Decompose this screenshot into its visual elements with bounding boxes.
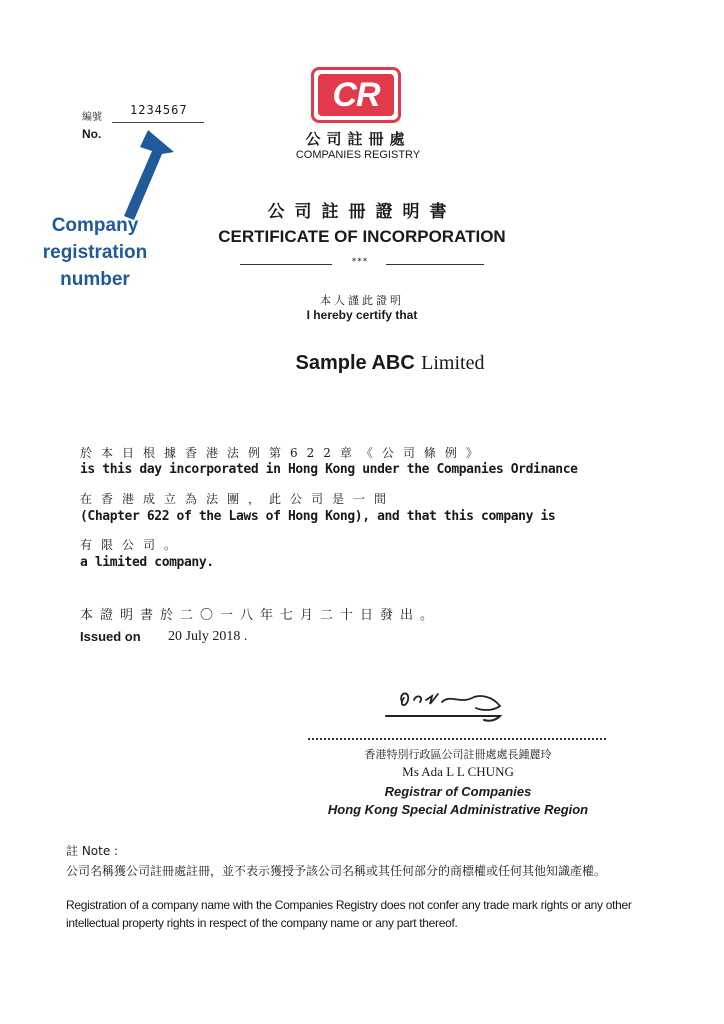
company-name — [240, 350, 540, 375]
registration-annotation — [30, 212, 160, 293]
body-line-3-en: a limited company. — [80, 555, 214, 570]
certificate-title-zh: 公司註冊證明書 — [267, 202, 457, 222]
title-divider-right — [386, 264, 484, 265]
body-line-1-en: is this day incorporated in Hong Kong under the Companies Ordinance — [80, 462, 578, 477]
body-line-2-zh: 在香港成立為法團，此公司是一間 — [80, 492, 396, 506]
title-divider-left — [240, 264, 332, 265]
body-line-1-zh: 於本日根據香港法例第622章《公司條例》 — [80, 446, 487, 460]
registration-underline — [112, 122, 204, 123]
registration-label-zh: 編號 — [82, 112, 102, 123]
registration-label-en: No. — [82, 127, 102, 141]
title-divider-stars: *** — [351, 257, 369, 267]
annotation-line-3: number — [60, 269, 130, 290]
body-line-2-en: (Chapter 622 of the Laws of Hong Kong), and that this company is — [80, 509, 556, 524]
issued-zh: 本證明書於二〇一八年七月二十日發出。 — [80, 608, 441, 623]
annotation-line-1: Company — [51, 215, 139, 236]
certify-en: I hereby certify that — [306, 308, 418, 322]
registrar-zh: 香港特別行政區公司註冊處處長鍾麗玲 — [364, 748, 552, 761]
registrar-region: Hong Kong Special Administrative Region — [327, 802, 589, 817]
issued-date: 20 July 2018 . — [168, 629, 248, 644]
registry-name-en: COMPANIES REGISTRY — [295, 149, 421, 161]
company-name-part-1: Sample ABC — [295, 352, 415, 374]
note-en: Registration of a company name with the Companies Registry does not confer any trade mark rights or any other intellectual property rights in respect of the company name or any part thereof. — [66, 898, 632, 930]
annotation-line-2: registration — [42, 242, 148, 263]
signature-dotted-line — [308, 738, 606, 740]
registration-number: 1234567 — [130, 103, 188, 117]
certificate-title-en: CERTIFICATE OF INCORPORATION — [218, 227, 506, 246]
logo-text: CR — [318, 74, 394, 116]
companies-registry-logo — [311, 67, 401, 123]
registrar-signature — [380, 686, 510, 726]
registrar-title: Registrar of Companies — [384, 784, 532, 799]
note-zh: 公司名稱獲公司註冊處註冊，並不表示獲授予該公司名稱或其任何部分的商標權或任何其他知識產權。 — [66, 864, 607, 878]
registry-name-zh: 公司註冊處 — [305, 130, 411, 148]
arrow-up-icon — [110, 130, 190, 220]
issued-label: Issued on — [80, 629, 141, 644]
registrar-name: Ms Ada L L CHUNG — [402, 764, 514, 779]
body-line-3-zh: 有限公司。 — [80, 538, 186, 552]
certify-zh: 本人謹此證明 — [320, 294, 404, 307]
note-label: 註 Note : — [66, 844, 119, 858]
company-name-part-2: Limited — [421, 352, 485, 374]
